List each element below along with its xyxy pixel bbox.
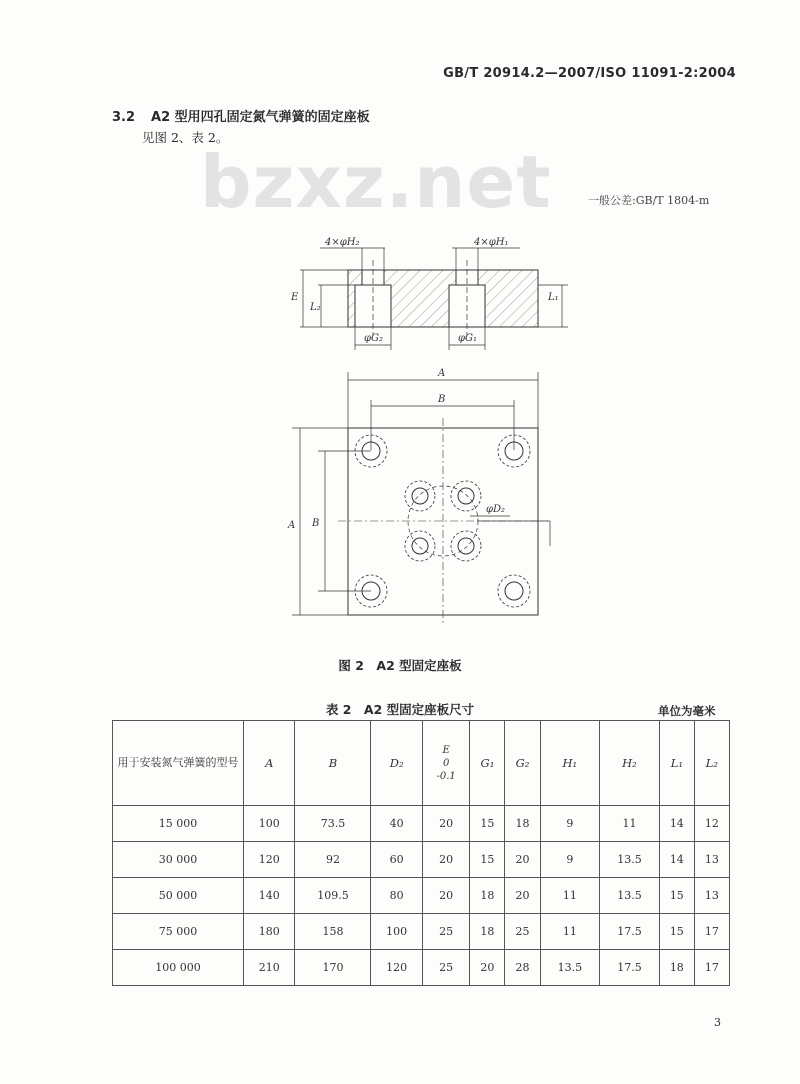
table-cell: 20	[422, 842, 469, 878]
page-number: 3	[714, 1016, 721, 1029]
table-row	[113, 878, 730, 914]
table-cell: 80	[371, 878, 422, 914]
table-row	[113, 842, 730, 878]
watermark: bzxz.net	[200, 140, 552, 224]
table-cell: 180	[244, 914, 295, 950]
table-cell: 18	[505, 806, 540, 842]
tolerance-note: 一般公差:GB/T 1804-m	[588, 194, 710, 207]
col-header-e	[422, 721, 469, 806]
table-cell: 60	[371, 842, 422, 878]
standard-number-header: GB/T 20914.2—2007/ISO 11091-2:2004	[443, 66, 736, 81]
table-cell: 20	[505, 842, 540, 878]
label-a-side: A	[288, 520, 296, 531]
table-cell: 25	[505, 914, 540, 950]
table-cell: 100	[244, 806, 295, 842]
table-cell: 13.5	[600, 842, 660, 878]
table-cell: 25	[422, 914, 469, 950]
table-cell: 11	[600, 806, 660, 842]
label-b-top: B	[438, 394, 446, 405]
label-l2: L₂	[310, 302, 321, 313]
table-cell: 30 000	[113, 842, 244, 878]
label-g2: φG₂	[364, 333, 383, 344]
table-cell: 17	[694, 950, 729, 986]
col-header-g1: G₁	[470, 721, 505, 806]
table-cell: 100 000	[113, 950, 244, 986]
col-header-h1: H₁	[540, 721, 600, 806]
table-cell: 92	[295, 842, 371, 878]
col-header-b: B	[295, 721, 371, 806]
col-header-d2: D₂	[371, 721, 422, 806]
table-cell: 158	[295, 914, 371, 950]
label-l1: L₁	[548, 292, 559, 303]
table-cell: 14	[659, 806, 694, 842]
table-cell: 109.5	[295, 878, 371, 914]
table-header-row	[113, 721, 730, 806]
figure-caption: 图 2 A2 型固定座板	[338, 658, 462, 673]
table-cell: 28	[505, 950, 540, 986]
table-cell: 100	[371, 914, 422, 950]
section-view	[300, 248, 568, 350]
table-row	[113, 914, 730, 950]
table-row	[113, 806, 730, 842]
table-cell: 170	[295, 950, 371, 986]
table-cell: 17	[694, 914, 729, 950]
table-cell: 11	[540, 914, 600, 950]
table-cell: 9	[540, 842, 600, 878]
label-d2: φD₂	[486, 504, 506, 515]
table-cell: 18	[470, 914, 505, 950]
col-header-g2: G₂	[505, 721, 540, 806]
table-cell: 17.5	[600, 914, 660, 950]
section-title: A2 型用四孔固定氮气弹簧的固定座板	[151, 110, 370, 125]
label-h1: 4×φH₁	[474, 237, 509, 248]
dimensions-table	[112, 720, 730, 986]
table-cell: 15	[470, 842, 505, 878]
col-header-model: 用于安装氮气弹簧的型号	[113, 721, 244, 806]
table-cell: 9	[540, 806, 600, 842]
table-cell: 13	[694, 842, 729, 878]
table-cell: 15	[659, 914, 694, 950]
table-cell: 40	[371, 806, 422, 842]
table-cell: 20	[470, 950, 505, 986]
col-header-e-label: E	[442, 744, 450, 756]
table-cell: 18	[470, 878, 505, 914]
table-cell: 12	[694, 806, 729, 842]
table-cell: 11	[540, 878, 600, 914]
table-cell: 15	[470, 806, 505, 842]
table-cell: 13	[694, 878, 729, 914]
table-caption: 表 2 A2 型固定座板尺寸	[325, 702, 475, 717]
section-number: 3.2	[112, 110, 136, 125]
col-header-a: A	[244, 721, 295, 806]
table-unit-note: 单位为毫米	[658, 704, 716, 718]
table-cell: 120	[371, 950, 422, 986]
col-header-l2: L₂	[694, 721, 729, 806]
label-g1: φG₁	[458, 333, 477, 344]
table-cell: 73.5	[295, 806, 371, 842]
table-cell: 140	[244, 878, 295, 914]
table-cell: 20	[422, 878, 469, 914]
table-cell: 75 000	[113, 914, 244, 950]
table-cell: 13.5	[540, 950, 600, 986]
table-cell: 15 000	[113, 806, 244, 842]
label-e: E	[291, 292, 299, 303]
label-h2: 4×φH₂	[325, 237, 360, 248]
section-reference: 见图 2、表 2。	[142, 130, 229, 145]
label-a-top: A	[438, 368, 446, 379]
table-row	[113, 950, 730, 986]
plan-view	[292, 372, 550, 625]
table-cell: 25	[422, 950, 469, 986]
label-b-side: B	[312, 518, 320, 529]
col-header-e-tol-upper: 0	[442, 757, 450, 769]
table-cell: 17.5	[600, 950, 660, 986]
table-cell: 14	[659, 842, 694, 878]
col-header-e-tol-lower: -0.1	[436, 770, 456, 782]
table-cell: 20	[505, 878, 540, 914]
table-cell: 210	[244, 950, 295, 986]
col-header-l1: L₁	[659, 721, 694, 806]
table-cell: 13.5	[600, 878, 660, 914]
table-cell: 15	[659, 878, 694, 914]
table-cell: 50 000	[113, 878, 244, 914]
table-cell: 18	[659, 950, 694, 986]
col-header-h2: H₂	[600, 721, 660, 806]
table-cell: 20	[422, 806, 469, 842]
table-cell: 120	[244, 842, 295, 878]
